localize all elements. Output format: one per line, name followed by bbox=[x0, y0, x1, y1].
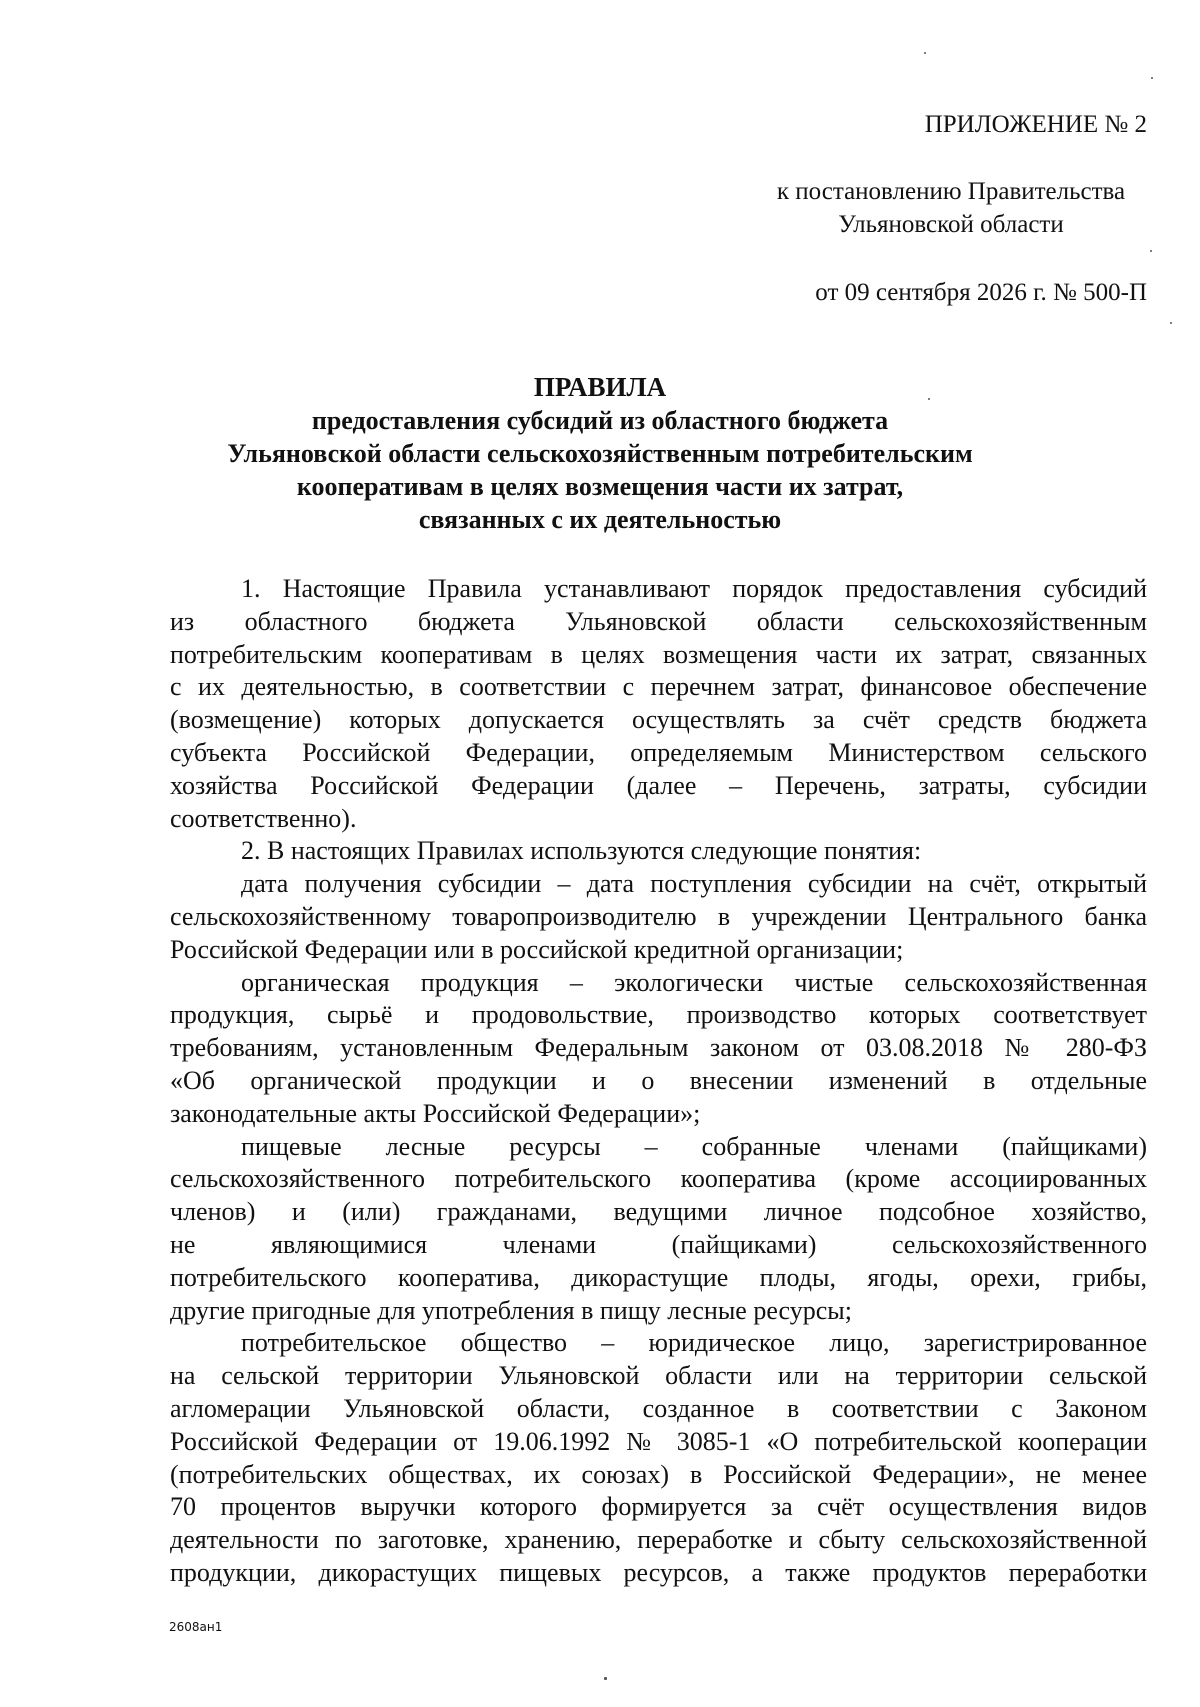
body-line: законодательные акты Российской Федерации»; bbox=[170, 1098, 701, 1128]
annex-date: от 09 сентября 2026 г. № 500-П bbox=[815, 279, 1147, 306]
body-line: соответственно). bbox=[170, 803, 357, 833]
body-line: потребительским кооперативам в целях возмещения части их затрат, связанных bbox=[170, 639, 1147, 669]
document-title bbox=[0, 371, 1200, 536]
title-line-1: предоставления субсидий из областного бюджета bbox=[311, 406, 889, 435]
body-line: сельскохозяйственного потребительского кооператива (кроме ассоциированных bbox=[170, 1164, 1147, 1194]
body-line: дата получения субсидии – дата поступления субсидии на счёт, открытый bbox=[241, 869, 1147, 899]
body-line: хозяйства Российской Федерации (далее – Перечень, затраты, субсидии bbox=[170, 770, 1147, 800]
body-line: Российской Федерации или в российской кредитной организации; bbox=[170, 934, 904, 964]
body-line: агломерации Ульяновской области, созданное в соответствии с Законом bbox=[170, 1393, 1147, 1423]
body-line: 2. В настоящих Правилах используются следующие понятия: bbox=[241, 836, 922, 866]
body-line: другие пригодные для употребления в пищу лесные ресурсы; bbox=[170, 1295, 852, 1325]
annex-reference bbox=[0, 175, 1147, 241]
body-line: органическая продукция – экологически чистые сельскохозяйственная bbox=[241, 967, 1147, 997]
title-line-4: связанных с их деятельностью bbox=[418, 505, 782, 534]
body-line: потребительского кооператива, дикорастущие плоды, ягоды, орехи, грибы, bbox=[170, 1262, 1147, 1292]
body-line: продукция, сырьё и продовольствие, производство которых соответствует bbox=[170, 1000, 1147, 1030]
body-line: «Об органической продукции и о внесении изменений в отдельные bbox=[170, 1065, 1147, 1095]
body-line: пищевые лесные ресурсы – собранные членами (пайщиками) bbox=[241, 1131, 1147, 1161]
title-main: ПРАВИЛА bbox=[533, 372, 667, 402]
body-line: с их деятельностью, в соответствии с перечнем затрат, финансовое обеспечение bbox=[170, 672, 1147, 702]
document-code: 2608ан1 bbox=[169, 1620, 223, 1634]
annex-reference-line-2: Ульяновской области bbox=[838, 211, 1064, 238]
body-line: не являющимися членами (пайщиками) сельскохозяйственного bbox=[170, 1229, 1147, 1259]
document-body bbox=[170, 573, 1147, 1623]
body-line: продукции, дикорастущих пищевых ресурсов, а также продуктов переработки bbox=[170, 1557, 1147, 1587]
body-line: Российской Федерации от 19.06.1992 № 3085-1 «О потребительской кооперации bbox=[170, 1426, 1147, 1456]
body-line: (потребительских обществах, их союзах) в Российской Федерации», не менее bbox=[170, 1459, 1147, 1489]
body-line: требованиям, установленным Федеральным законом от 03.08.2018 № 280-ФЗ bbox=[170, 1033, 1147, 1063]
body-line bbox=[170, 1590, 1147, 1623]
body-line: деятельности по заготовке, хранению, переработке и сбыту сельскохозяйственной bbox=[170, 1525, 1147, 1555]
body-line: сельскохозяйственному товаропроизводителю в учреждении Центрального банка bbox=[170, 901, 1147, 931]
annex-reference-line-1: к постановлению Правительства bbox=[776, 178, 1126, 205]
body-line: потребительское общество – юридическое лицо, зарегистрированное bbox=[241, 1328, 1147, 1358]
title-line-2: Ульяновской области сельскохозяйственным потребительским bbox=[227, 439, 973, 468]
body-line: 1. Настоящие Правила устанавливают порядок предоставления субсидий bbox=[241, 574, 1147, 603]
annex-number: ПРИЛОЖЕНИЕ № 2 bbox=[924, 111, 1147, 138]
body-line: из областного бюджета Ульяновской области сельскохозяйственным bbox=[170, 606, 1147, 636]
title-line-3: кооперативам в целях возмещения части их затрат, bbox=[296, 472, 904, 501]
body-line: (возмещение) которых допускается осуществлять за счёт средств бюджета bbox=[170, 705, 1147, 735]
body-line: субъекта Российской Федерации, определяемым Министерством сельского bbox=[170, 737, 1147, 767]
body-line: на сельской территории Ульяновской области или на территории сельской bbox=[170, 1361, 1147, 1391]
body-line: 70 процентов выручки которого формируется за счёт осуществления видов bbox=[170, 1492, 1147, 1522]
body-line: членов) и (или) гражданами, ведущими личное подсобное хозяйство, bbox=[170, 1197, 1147, 1227]
